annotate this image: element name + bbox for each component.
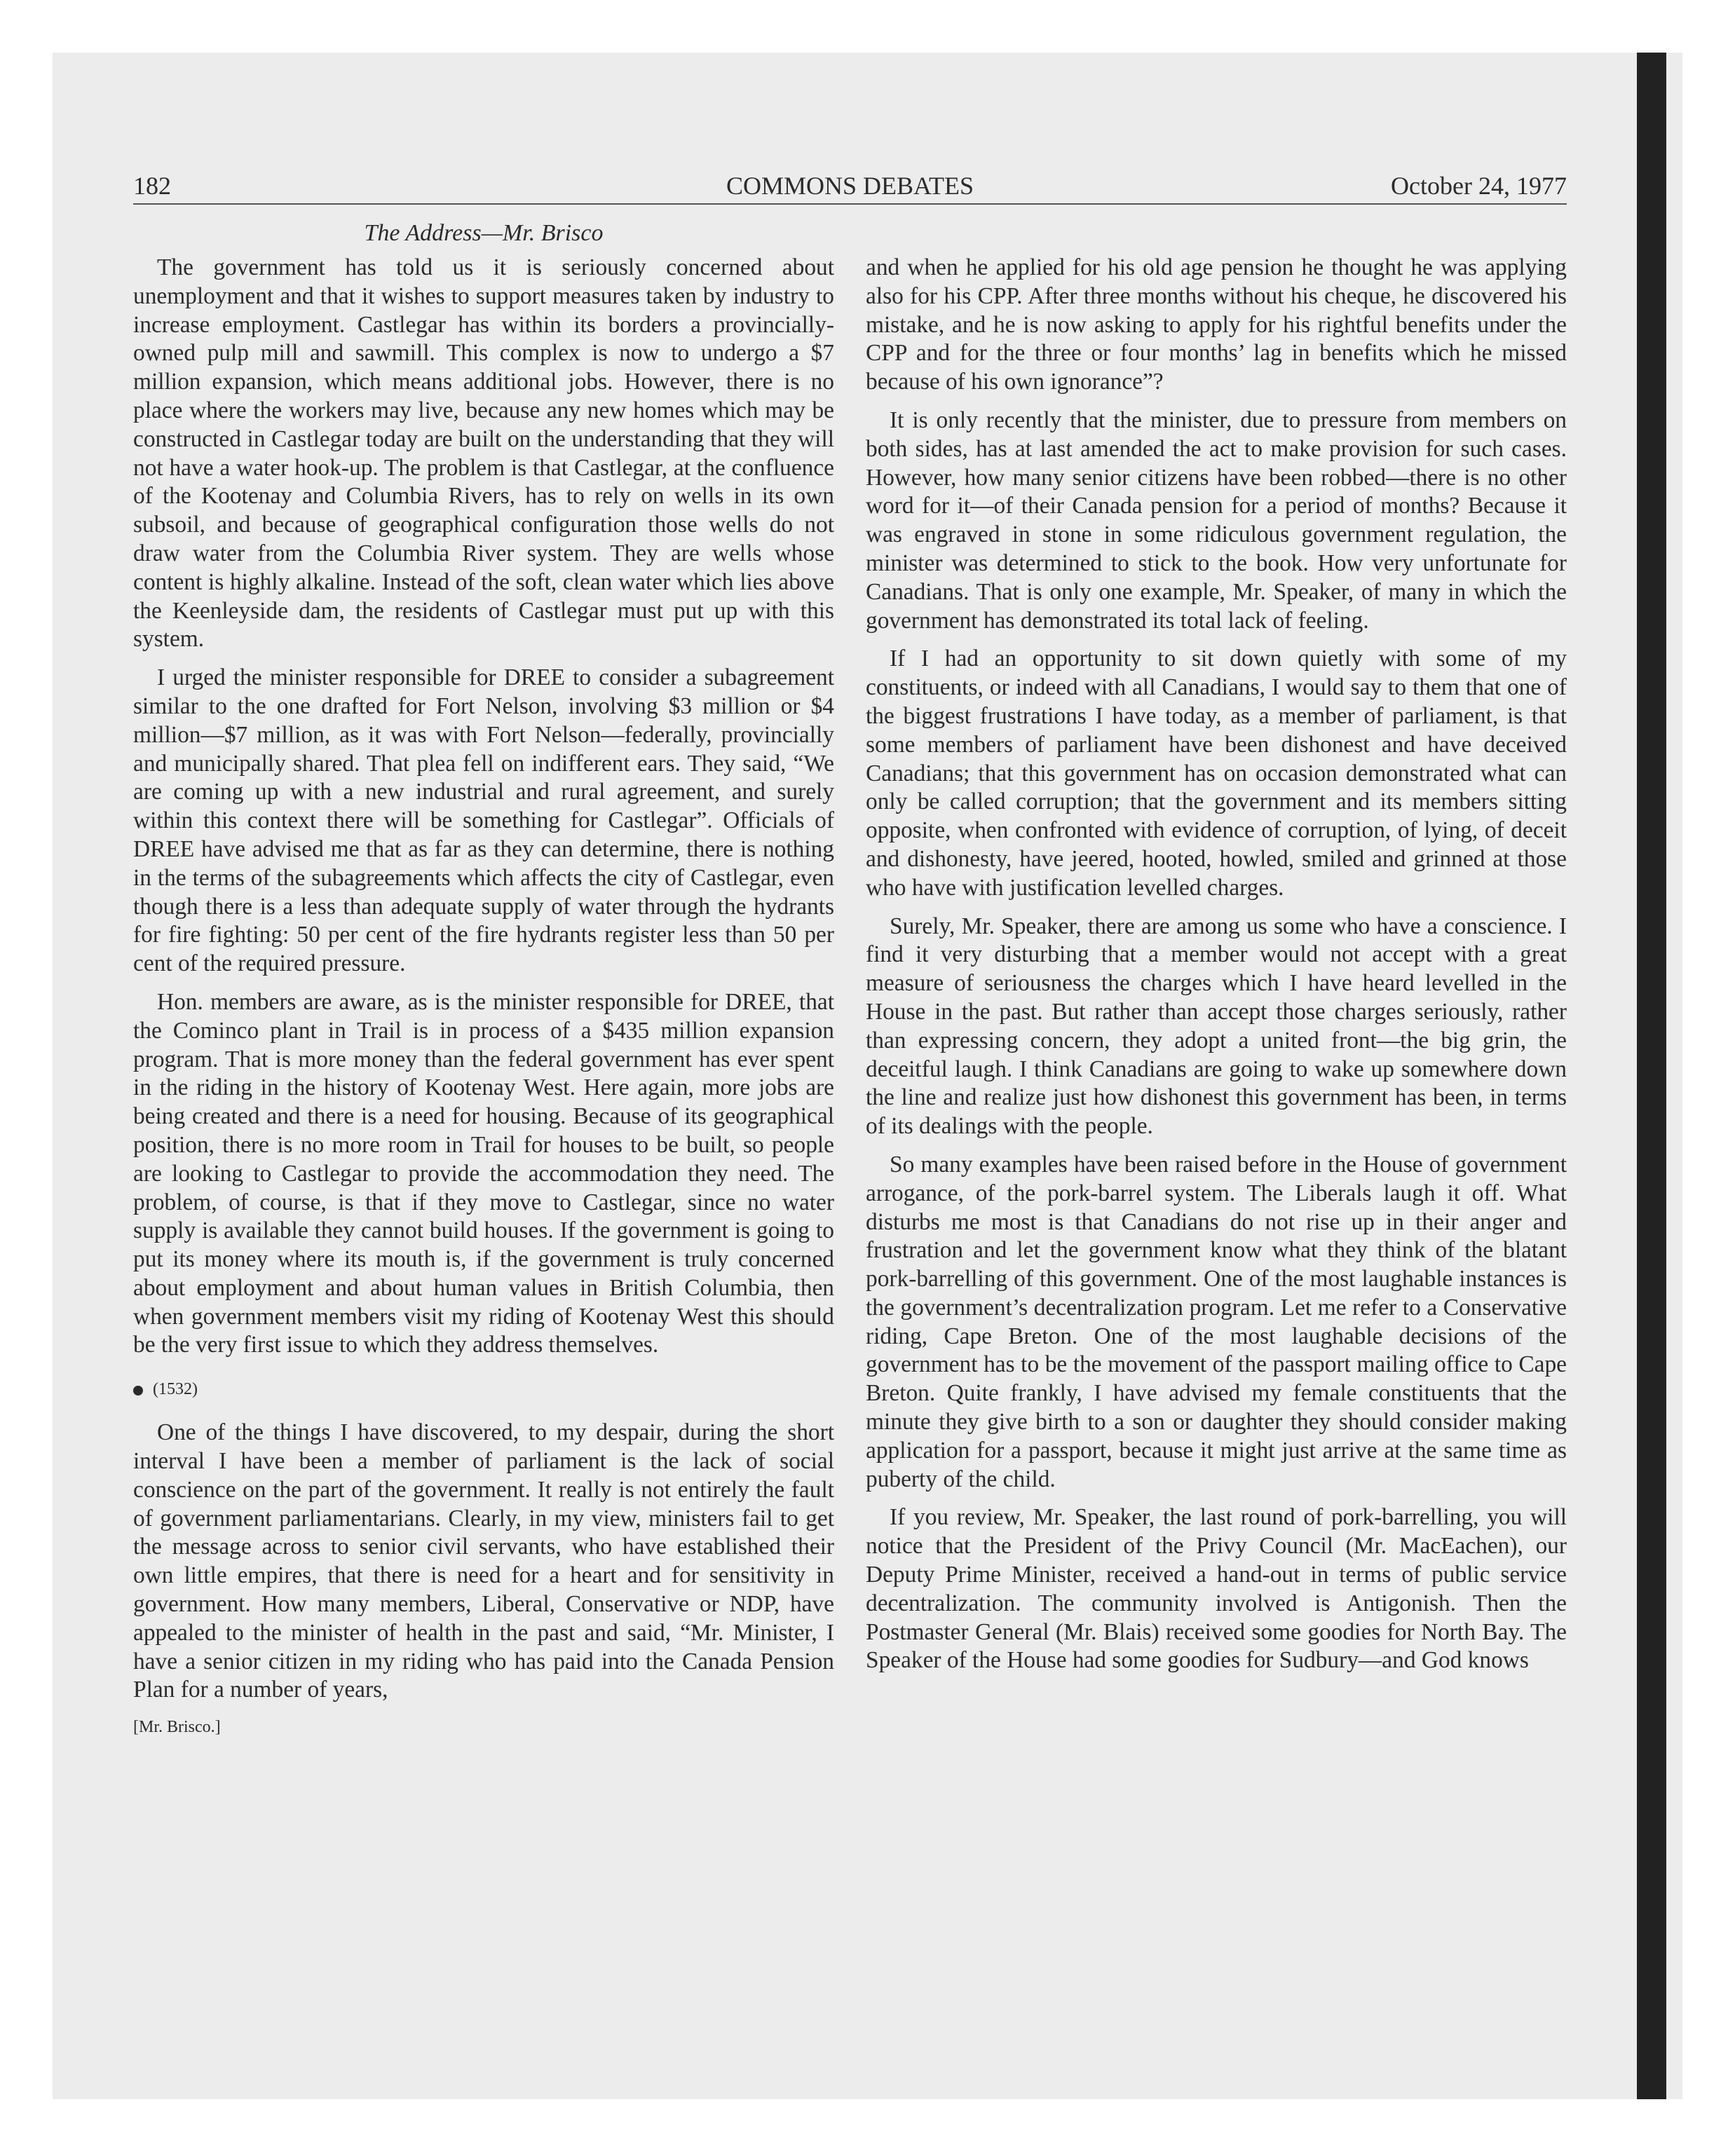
page-header: [133, 168, 1567, 203]
paragraph: It is only recently that the minister, due to pressure from members on both sides, has at last amended the act to make provision for such cases. However, how many senior citizens have been robbed—there is no other word for it—of their Canada pension for a period of months? Because it was engraved in stone in some ridiculous government regulation, the minister was determined to stick to the book. How very unfortunate for Canadians. That is only one example, Mr. Speaker, of many in which the government has demonstrated its total lack of feeling.: [866, 407, 1567, 634]
time-marker: [133, 1375, 834, 1403]
paragraph: So many examples have been raised before in the House of government arrogance, of the pork-barrel system. The Liberals laugh it off. What disturbs me most is that Canadians do not rise up in their anger and frustration and let the government know what they think of the blatant pork-barrelling of this government. One of the most laughable instances is the government’s decentralization program. Let me refer to a Conservative riding, Cape Breton. One of the most laughable decisions of the government has to be the movement of the passport mailing office to Cape Breton. Quite frankly, I have advised my female constituents that the minute they give birth to a son or daughter they should consider making application for a passport, because it might just arrive at the same time as puberty of the child.: [866, 1151, 1567, 1492]
right-column: [866, 254, 1567, 1685]
running-head: The Address—Mr. Brisco: [364, 220, 604, 246]
paragraph: Hon. members are aware, as is the minister responsible for DREE, that the Cominco plant in Trail is in process of a $435 million expansion program. That is more money than the federal government has ever spent in the riding in the history of Kootenay West. Here again, more jobs are being created and there is a need for housing. Because of its geographical position, there is no more room in Trail for houses to be built, so people are looking to Castlegar to provide the accommodation they need. The problem, of course, is that if they move to Castlegar, since no water supply is available they cannot build houses. If the government is going to put its money where its mouth is, if the government is truly concerned about employment and about human values in British Columbia, then when government members visit my riding of Kootenay West this should be the very first issue to which they address themselves.: [133, 988, 834, 1358]
paragraph: and when he applied for his old age pension he thought he was applying also for his CPP. After three months without his cheque, he discovered his mistake, and he is now asking to apply for his rightful benefits under the CPP and for the three or four months’ lag in benefits which he missed because of his own ignorance”?: [866, 254, 1567, 395]
publication-title: COMMONS DEBATES: [726, 172, 974, 200]
publication-date: October 24, 1977: [1391, 172, 1567, 200]
header-rule: [133, 203, 1567, 205]
paragraph: The government has told us it is seriously concerned about unemployment and that it wishes to support measures taken by industry to increase employment. Castlegar has within its borders a provincially-owned pulp mill and sawmill. This complex is now to undergo a $7 million expansion, which means additional jobs. However, there is no place where the workers may live, because any new homes which may be constructed in Castlegar today are built on the understanding that they will not have a water hook-up. The problem is that Castlegar, at the confluence of the Kootenay and Columbia Rivers, has to rely on wells in its own subsoil, and because of geographical configuration those wells do not draw water from the Columbia River system. They are wells whose content is highly alkaline. Instead of the soft, clean water which lies above the Keenleyside dam, the residents of Castlegar must put up with this system.: [133, 254, 834, 653]
left-column: [133, 254, 834, 1740]
scan-edge-shadow: [1637, 53, 1666, 2099]
time-marker-label: (1532): [153, 1380, 198, 1399]
paragraph: One of the things I have discovered, to my despair, during the short interval I have been a member of parliament is the lack of social conscience on the part of the government. It really is not entirely the fault of government parliamentarians. Clearly, in my view, ministers fail to get the message across to senior civil servants, who have established their own little empires, that there is need for a heart and for sensitivity in government. How many members, Liberal, Conservative or NDP, have appealed to the minister of health in the past and said, “Mr. Minister, I have a senior citizen in my riding who has paid into the Canada Pension Plan for a number of years,: [133, 1419, 834, 1703]
paragraph: I urged the minister responsible for DREE to consider a subagreement similar to the one drafted for Fort Nelson, involving $3 million or $4 million—$7 million, as it was with Fort Nelson—federally, provincially and municipally shared. That plea fell on indifferent ears. They said, “We are coming up with a new industrial and rural agreement, and surely within this context there will be something for Castlegar”. Officials of DREE have advised me that as far as they can determine, there is nothing in the terms of the subagreements which affects the city of Castlegar, even though there is a less than adequate supply of water through the hydrants for fire fighting: 50 per cent of the fire hydrants register less than 50 per cent of the required pressure.: [133, 664, 834, 977]
bullet-icon: [133, 1386, 143, 1396]
speaker-note: [Mr. Brisco.]: [133, 1718, 221, 1737]
paragraph: If you review, Mr. Speaker, the last round of pork-barrelling, you will notice that the President of the Privy Council (Mr. MacEachen), our Deputy Prime Minister, received a hand-out in terms of public service decentralization. The community involved is Antigonish. Then the Postmaster General (Mr. Blais) received some goodies for North Bay. The Speaker of the House had some goodies for Sudbury—and God knows: [866, 1504, 1567, 1674]
page-number: 182: [133, 172, 171, 200]
paragraph: If I had an opportunity to sit down quietly with some of my constituents, or indeed with all Canadians, I would say to them that one of the biggest frustrations I have today, as a member of parliament, is that some members of parliament have been dishonest and have deceived Canadians; that this government has on occasion demonstrated what can only be called corruption; that the government and its members sitting opposite, when confronted with evidence of corruption, of lying, of deceit and dishonesty, have jeered, hooted, howled, smiled and grinned at those who have with justification levelled charges.: [866, 646, 1567, 901]
paragraph: Surely, Mr. Speaker, there are among us some who have a conscience. I find it very disturbing that a member would not accept with a great measure of seriousness the charges which I have heard levelled in the House in the past. But rather than accept those charges seriously, rather than expressing concern, they adopt a united front—the big grin, the deceitful laugh. I think Canadians are going to wake up somewhere down the line and realize just how dishonest this government has been, in terms of its dealings with the people.: [866, 913, 1567, 1140]
